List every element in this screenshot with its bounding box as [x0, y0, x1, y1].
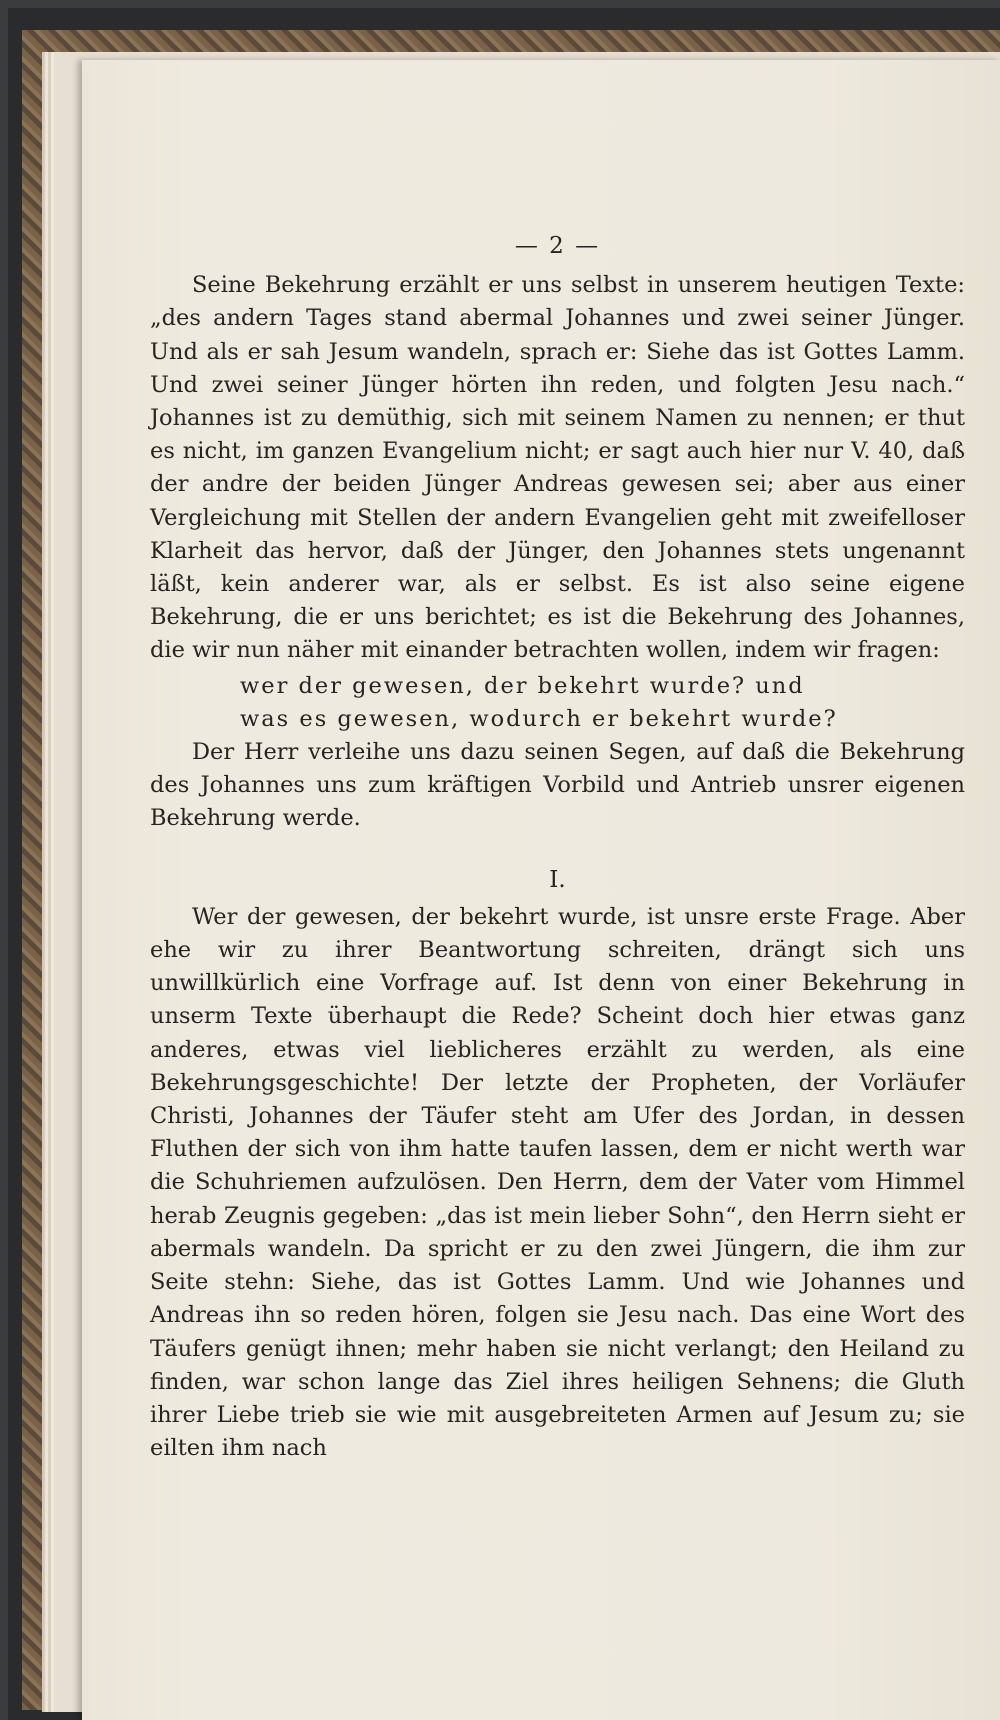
paragraph-blessing: Der Herr verleihe uns dazu seinen Segen, auf daß die Bekehrung des Johannes uns zum kräftigen Vorbild und Antrieb unsrer eigenen Bekehrung werde. [150, 739, 965, 832]
paragraph-intro: Seine Bekehrung erzählt er uns selbst in unserem heutigen Texte: „des andern Tages stand abermal Johannes und zwei seiner Jünger. Und als er sah Jesum wandeln, sprach er: Siehe das ist Gottes Lamm. Und zwei seiner Jünger hörten ihn reden, und folgten Jesu nach.“ Johannes ist zu demüthig, sich mit seinem Namen zu nennen; er thut es nicht, im ganzen Evangelium nicht; er sagt auch hier nur V. 40, daß der andre der beiden Jünger Andreas gewesen sei; aber aus einer Vergleichung mit Stellen der andern Evangelien geht mit zweifelloser Klarheit das hervor, daß der Jünger, den Johannes stets ungenannt läßt, kein anderer war, als er selbst. Es ist also seine eigene Bekehrung, die er uns berichtet; es ist die Bekehrung des Johannes, die wir nun näher mit einander betrachten wollen, indem wir fragen: [150, 272, 965, 664]
question-line-1: wer der gewesen, der bekehrt wurde? und [240, 672, 805, 699]
page-number: — 2 — [514, 233, 601, 259]
section-heading: I. [549, 866, 566, 893]
paragraph-section-one: Wer der gewesen, der bekehrt wurde, ist unsre erste Frage. Aber ehe wir zu ihrer Beantwortung schreiten, drängt sich uns unwillkürlich eine Vorfrage auf. Ist denn von einer Bekehrung in unserm Texte überhaupt die Rede? Scheint doch hier etwas ganz anderes, etwas viel lieblicheres erzählt zu werden, als eine Bekehrungsgeschichte! Der letzte der Propheten, der Vorläufer Christi, Johannes der Täufer steht am Ufer des Jordan, in dessen Fluthen der sich von ihm hatte taufen lassen, dem er nicht werth war die Schuhriemen aufzulösen. Den Herrn, dem der Vater vom Himmel herab Zeugnis gegeben: „das ist mein lieber Sohn“, den Herrn sieht er abermals wandeln. Da spricht er zu den zwei Jüngern, die ihm zur Seite stehn: Siehe, das ist Gottes Lamm. Und wie Johannes und Andreas ihn so reden hören, folgen sie Jesu nach. Das eine Wort des Täufers genügt ihnen; mehr haben sie nicht verlangt; den Heiland zu finden, war schon lange das Ziel ihres heiligen Sehnens; die Gluth ihrer Liebe trieb sie wie mit ausgebreiteten Armen auf Jesum zu; sie eilten ihm nach [150, 903, 965, 1462]
page-content [150, 230, 965, 1465]
question-line-2: was es gewesen, wodurch er bekehrt wurde? [240, 705, 838, 732]
